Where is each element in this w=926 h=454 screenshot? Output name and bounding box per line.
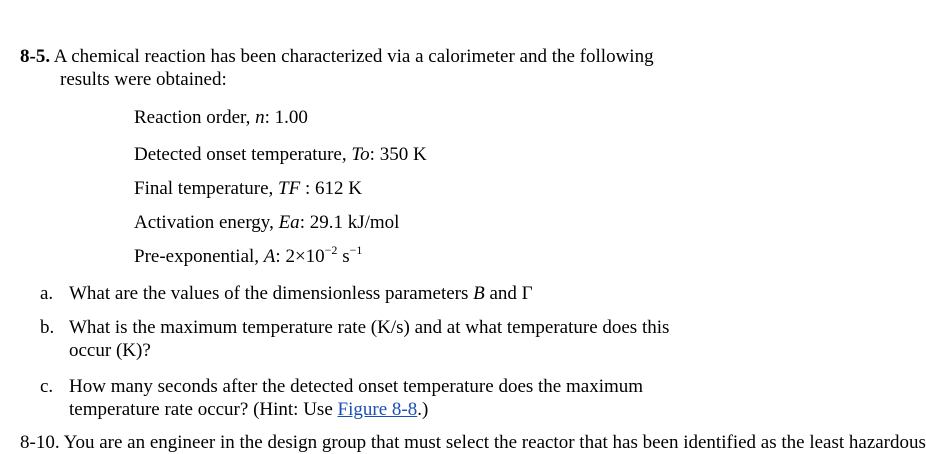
problem-intro-line2: results were obtained:	[60, 69, 227, 90]
question-letter: b.	[40, 317, 55, 338]
question-a	[40, 282, 760, 305]
question-text: What are the values of the dimensionless parameters B and Γ	[69, 283, 533, 304]
given-onset-temperature: Detected onset temperature, To: 350 K	[134, 144, 427, 165]
problem-intro-line1: A chemical reaction has been characterized via a calorimeter and the following	[53, 46, 654, 67]
question-text: How many seconds after the detected onset temperature does the maximum temperature rate occur? (Hint: Use Figure 8-8.)	[69, 376, 644, 420]
given-pre-exponential: Pre-exponential, A: $2\times 10^{-2}$ $s^{-1}$	[134, 242, 363, 267]
problem-8-5	[20, 45, 800, 91]
next-problem-cutoff	[20, 431, 926, 453]
given-final-temperature: Final temperature, TF : 612 K	[134, 178, 362, 199]
question-c	[40, 375, 760, 421]
figure-8-8-link[interactable]: Figure 8-8	[337, 399, 418, 420]
question-letter: c.	[40, 376, 54, 397]
question-text: What is the maximum temperature rate (K/s) and at what temperature does this occur (K)?	[69, 317, 670, 361]
problem-intro	[20, 45, 800, 68]
question-letter: a.	[40, 283, 54, 304]
question-b	[40, 316, 760, 362]
given-reaction-order: Reaction order, n: 1.00	[134, 107, 308, 128]
next-problem-text: 8-10. You are an engineer in the design group that must select the reactor that has been identified as the least hazardous	[20, 432, 926, 453]
given-activation-energy: Activation energy, Ea: 29.1 kJ/mol	[134, 212, 400, 233]
problem-number: 8-5.	[20, 46, 51, 67]
